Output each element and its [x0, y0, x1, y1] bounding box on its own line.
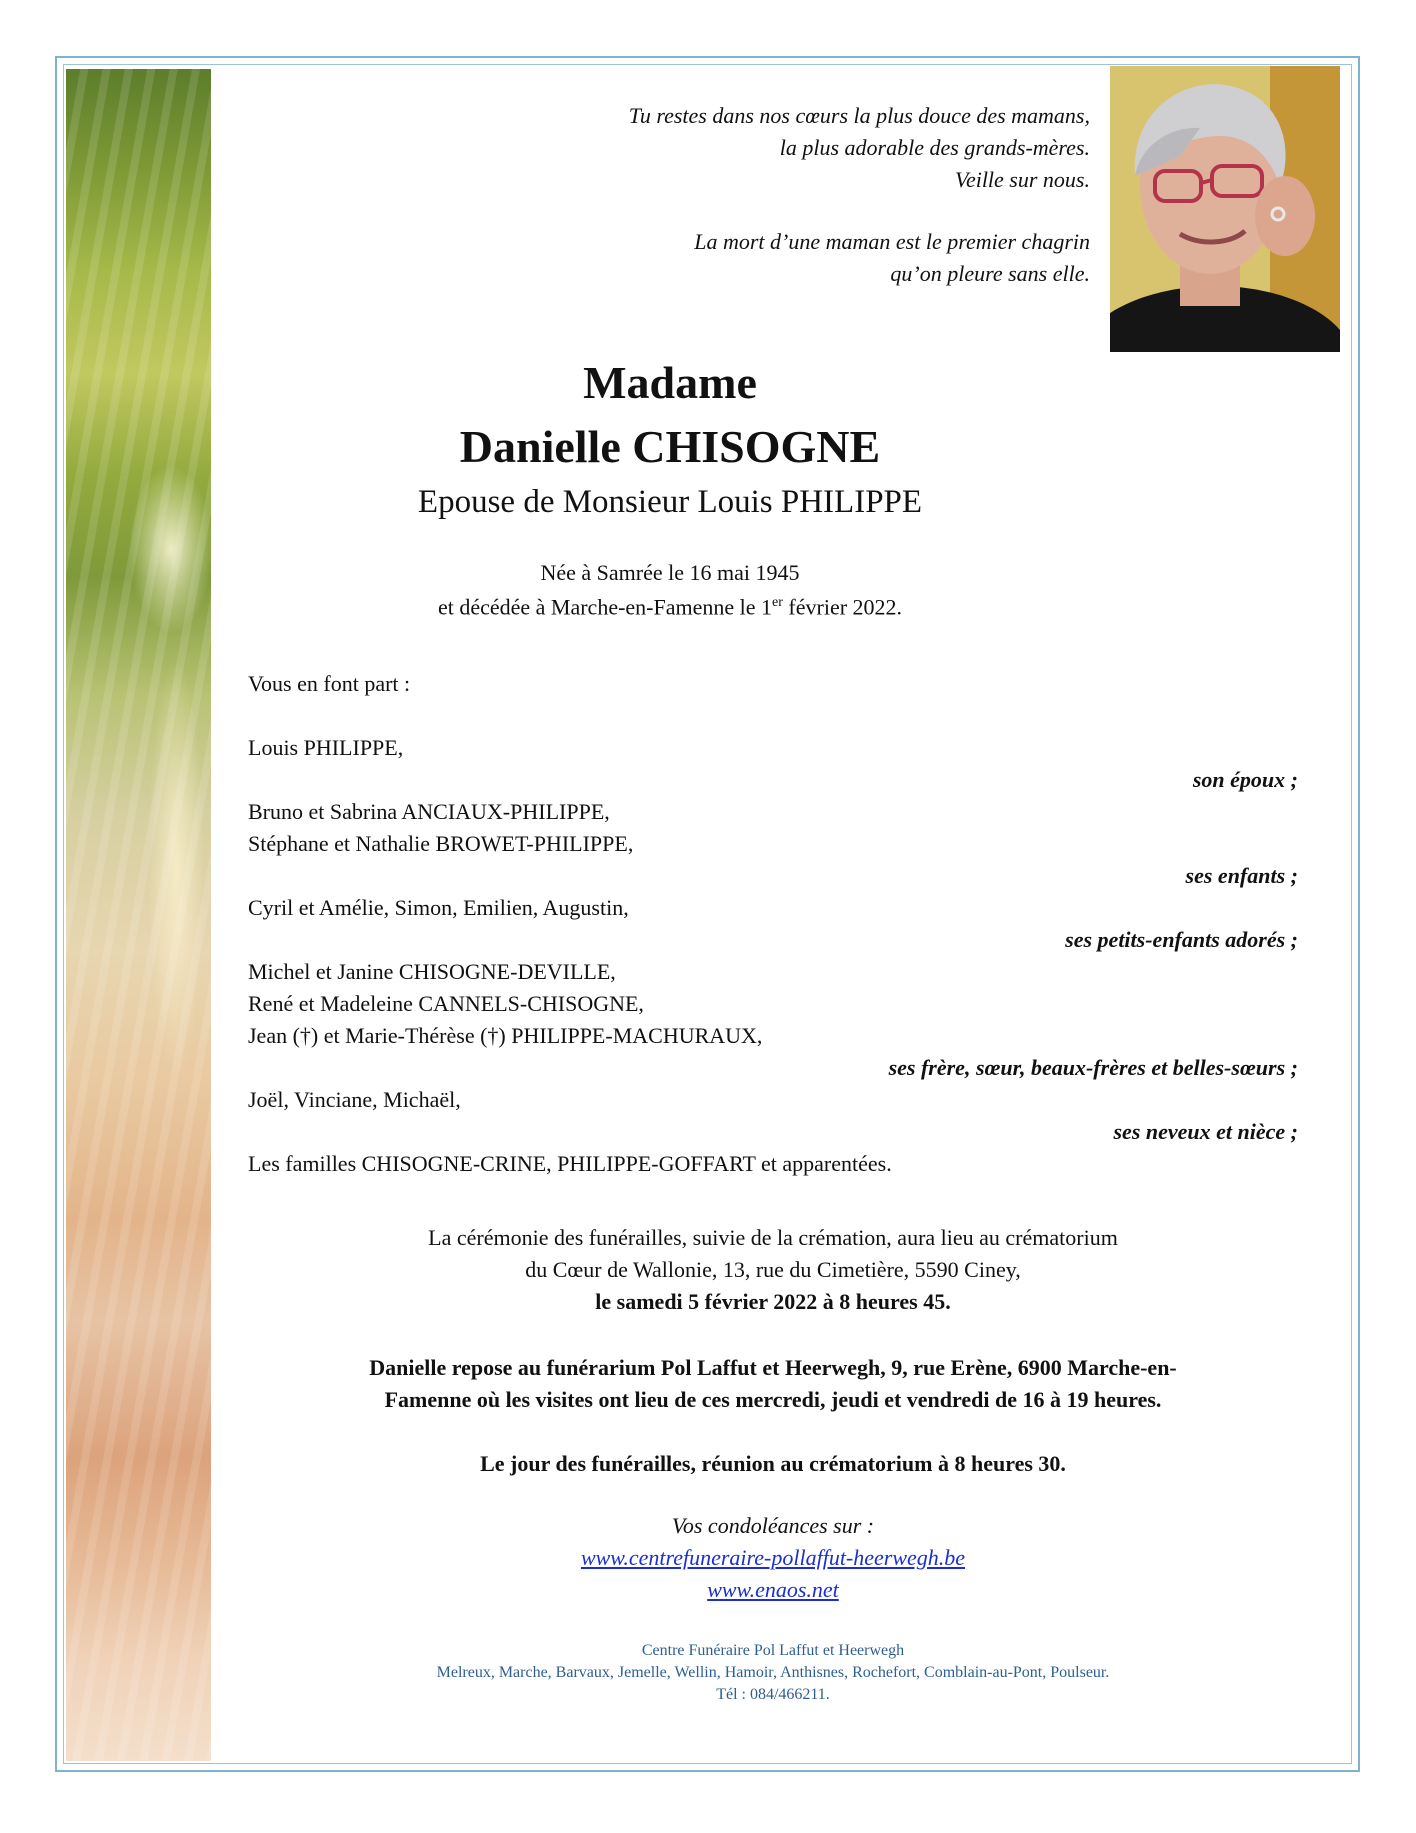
- family-role: ses petits-enfants adorés ;: [1065, 927, 1298, 952]
- footer-company: Centre Funéraire Pol Laffut et Heerwegh: [641, 1642, 905, 1659]
- condolences-label: Vos condoléances sur :: [671, 1513, 875, 1538]
- condolences-link-enaos[interactable]: www.enaos.net: [707, 1577, 839, 1602]
- quote-line: La mort d’une maman est le premier chagrin: [694, 229, 1090, 254]
- quote-line: la plus adorable des grands-mères.: [779, 135, 1090, 160]
- spacer: [248, 700, 1298, 732]
- family-role: ses frère, sœur, beaux-frères et belles-sœurs ;: [888, 1055, 1298, 1080]
- deceased-name: Danielle CHISOGNE: [459, 421, 881, 472]
- forest-path-image: [66, 69, 211, 1761]
- death-sup: er: [772, 595, 783, 610]
- families-line: Les familles CHISOGNE-CRINE, PHILIPPE-GOFFART et apparentées.: [248, 1151, 892, 1176]
- funerarium-info: [248, 1352, 1298, 1416]
- reunion-info: Le jour des funérailles, réunion au crématorium à 8 heures 30.: [480, 1451, 1066, 1476]
- quote-chagrin: [694, 226, 1090, 290]
- condolences-link-funeral-center[interactable]: www.centrefuneraire-pollaffut-heerwegh.be: [580, 1545, 966, 1570]
- death-prefix: et décédée à Marche-en-Famenne le 1: [437, 594, 773, 620]
- footer: [248, 1640, 1298, 1706]
- repose-line: Famenne où les visites ont lieu de ces mercredi, jeudi et vendredi de 16 à 19 heures.: [384, 1387, 1162, 1412]
- portrait-illustration: [1110, 66, 1340, 352]
- family-name: Michel et Janine CHISOGNE-DEVILLE,: [248, 959, 616, 984]
- announcement-intro: Vous en font part :: [248, 671, 411, 696]
- quote-maman: [629, 100, 1090, 196]
- family-name: René et Madeleine CANNELS-CHISOGNE,: [248, 991, 644, 1016]
- footer-phone: Tél : 084/466211.: [716, 1686, 830, 1703]
- birth-line: Née à Samrée le 16 mai 1945: [540, 560, 800, 585]
- deceased-title: Madame: [583, 357, 757, 408]
- death-line: [240, 588, 1100, 622]
- family-name: Jean (†) et Marie-Thérèse (†) PHILIPPE-MACHURAUX,: [248, 1023, 763, 1048]
- deceased-spouse: Epouse de Monsieur Louis PHILIPPE: [417, 484, 923, 520]
- portrait-photo: [1110, 66, 1340, 352]
- repose-line: Danielle repose au funérarium Pol Laffut et Heerwegh, 9, rue Erène, 6900 Marche-en-: [369, 1355, 1177, 1380]
- family-role: ses enfants ;: [1185, 863, 1298, 888]
- ceremony-info: [248, 1222, 1298, 1318]
- family-name: Louis PHILIPPE,: [248, 735, 404, 760]
- family-role: son époux ;: [1192, 767, 1298, 792]
- family-name: Bruno et Sabrina ANCIAUX-PHILIPPE,: [248, 799, 610, 824]
- family-role: ses neveux et nièce ;: [1113, 1119, 1298, 1144]
- family-name: Stéphane et Nathalie BROWET-PHILIPPE,: [248, 831, 634, 856]
- birth-death-dates: [240, 558, 1100, 622]
- family-name: Joël, Vinciane, Michaël,: [248, 1087, 461, 1112]
- quote-line: Veille sur nous.: [954, 167, 1090, 192]
- announcement-list: [248, 668, 1298, 1180]
- ceremony-date: le samedi 5 février 2022 à 8 heures 45.: [595, 1289, 951, 1314]
- footer-locations: Melreux, Marche, Barvaux, Jemelle, Wellin, Hamoir, Anthisnes, Rochefort, Comblain-au-Pont, Poulseur.: [436, 1664, 1110, 1681]
- ceremony-line: La cérémonie des funérailles, suivie de la crémation, aura lieu au crématorium: [428, 1225, 1118, 1250]
- death-suffix: février 2022.: [782, 594, 903, 620]
- quote-line: Tu restes dans nos cœurs la plus douce des mamans,: [628, 103, 1090, 128]
- quote-line: qu’on pleure sans elle.: [890, 261, 1090, 286]
- ceremony-line: du Cœur de Wallonie, 13, rue du Cimetière, 5590 Ciney,: [525, 1257, 1021, 1282]
- family-name: Cyril et Amélie, Simon, Emilien, Augustin,: [248, 895, 629, 920]
- condolences: [248, 1510, 1298, 1606]
